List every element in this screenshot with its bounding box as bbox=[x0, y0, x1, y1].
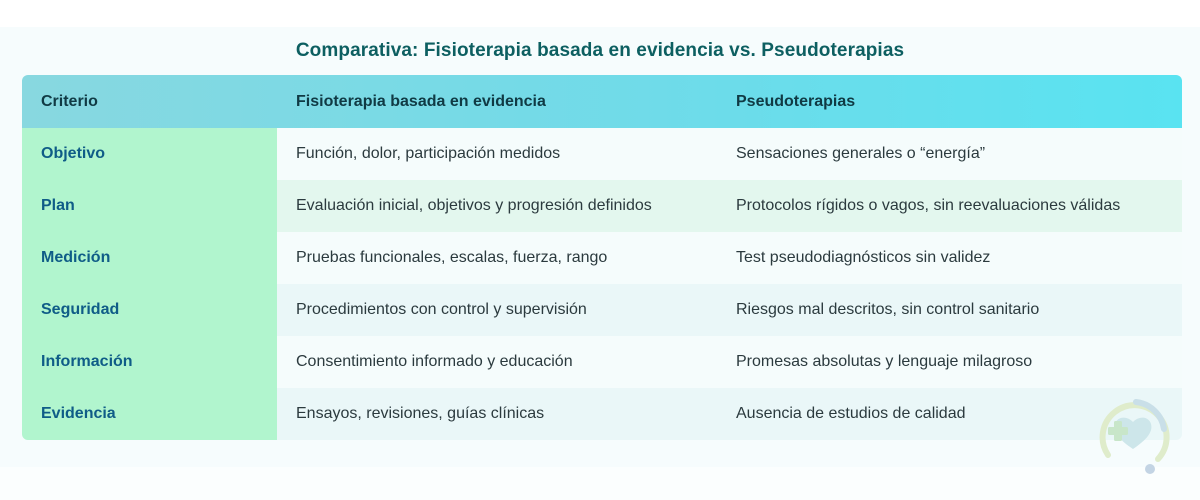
cell-evidencia: Función, dolor, participación medidos bbox=[296, 145, 561, 162]
cell-pseudo: Promesas absolutas y lenguaje milagroso bbox=[736, 353, 1033, 370]
table-header bbox=[22, 75, 1182, 128]
cell-pseudo: Test pseudodiagnósticos sin validez bbox=[736, 249, 991, 266]
table-title: Comparativa: Fisioterapia basada en evidencia vs. Pseudoterapias bbox=[295, 40, 905, 61]
cell-evidencia: Procedimientos con control y supervisión bbox=[296, 301, 587, 318]
cell-criterio: Evidencia bbox=[41, 405, 116, 422]
table-row bbox=[277, 284, 1182, 336]
cell-evidencia: Ensayos, revisiones, guías clínicas bbox=[296, 405, 545, 422]
cell-evidencia: Consentimiento informado y educación bbox=[296, 353, 573, 370]
heart-cross-logo-icon bbox=[1088, 393, 1178, 475]
header-evidencia: Fisioterapia basada en evidencia bbox=[296, 93, 546, 110]
header-criterio: Criterio bbox=[41, 93, 98, 110]
cell-criterio: Información bbox=[41, 353, 133, 370]
cell-criterio: Objetivo bbox=[41, 145, 106, 162]
cell-pseudo: Protocolos rígidos o vagos, sin reevaluaciones válidas bbox=[736, 197, 1121, 214]
header-pseudoterapias: Pseudoterapias bbox=[736, 93, 856, 110]
cell-evidencia: Pruebas funcionales, escalas, fuerza, rango bbox=[296, 249, 608, 266]
comparison-table bbox=[22, 75, 1182, 440]
table-row bbox=[277, 336, 1182, 388]
table-row bbox=[277, 180, 1182, 232]
cell-evidencia: Evaluación inicial, objetivos y progresión definidos bbox=[296, 197, 652, 214]
table-row bbox=[277, 232, 1182, 284]
table-row bbox=[277, 128, 1182, 180]
cell-criterio: Medición bbox=[41, 249, 111, 266]
cell-criterio: Plan bbox=[41, 197, 75, 214]
cell-criterio: Seguridad bbox=[41, 301, 120, 318]
cell-pseudo: Riesgos mal descritos, sin control sanitario bbox=[736, 301, 1040, 318]
table-row bbox=[277, 388, 1182, 440]
cell-pseudo: Ausencia de estudios de calidad bbox=[736, 405, 966, 422]
cell-pseudo: Sensaciones generales o “energía” bbox=[736, 145, 986, 162]
